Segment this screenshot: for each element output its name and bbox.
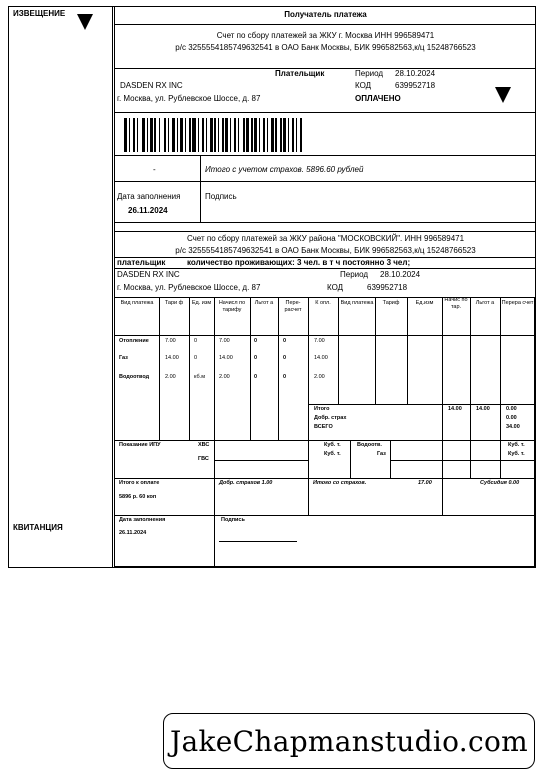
bank-line-2: р/с 3255554185749632541 в ОАО Банк Москвы, БИК 996582563,к/ц 15248766523 [175,43,476,52]
table-fill-date-value: 26.11.2024 [119,530,147,536]
grid-line [390,440,391,478]
totals-label: Добр. страх [314,415,347,421]
row-tariff: 2.00 [165,374,176,380]
divider [114,222,536,223]
gvs-label: ГВС [198,456,209,462]
payer-name: DASDEN RX INC [120,81,183,90]
total-with-insurance-label: Итого со страхов. [313,480,367,486]
header-cell: Тари ф [164,300,184,306]
triangle-marker-top [77,14,93,30]
row-recalc: 0 [283,374,287,380]
paid-stamp: ОПЛАЧЕНО [355,94,401,103]
divider [114,112,536,113]
grid-line [390,460,535,461]
watermark-logo: JakeChapmanstudio.com [163,713,535,769]
triangle-marker-right [495,87,511,103]
divider [114,231,536,232]
header-cell: Вид платежа [340,300,374,306]
total-pay-value: 5896 р. 60 коп [119,494,157,500]
grid-line [470,297,471,479]
header-cell: Ед. изм [191,300,212,306]
bottom-code-label: КОД [327,283,344,292]
divider [114,68,536,69]
barcode-bar [300,118,302,152]
kub-label: Куб. т. [508,451,525,457]
row-charged: 14.00 [219,355,233,361]
bottom-bank-line-1: Счет по сбору платежей за ЖКУ района "МОСКОВСКИЙ". ИНН 996589471 [186,234,465,243]
divider [200,155,201,222]
grid-line [114,440,535,441]
grid-line [308,404,535,405]
header-cell: Начисл по тарифу [218,300,246,313]
divider [114,24,536,25]
bottom-period-label: Период [340,270,369,279]
water-out-label: Водоотв. [357,442,382,448]
totals-label: Итого [314,406,330,412]
row-unit: 0 [194,338,198,344]
grid-line [442,297,443,440]
kub-label: Куб. т. [324,442,341,448]
grid-line [250,297,251,440]
fill-date-label: Дата заполнения [117,192,181,201]
row-pay: 2.00 [314,374,325,380]
totals-charged: 14.00 [448,406,462,412]
grid-line [214,460,308,461]
totals-recalc: 34.00 [506,424,520,430]
table-fill-date-label: Дата заполнения [119,517,166,523]
bottom-bank-line-2: р/с 3255554185749632541 в ОАО Банк Москвы, БИК 996582563,к/ц 15248766523 [175,246,476,255]
total-pay-label: Итого к оплате [119,480,160,486]
left-column-divider [112,6,113,568]
row-recalc: 0 [283,338,287,344]
grid-line [114,478,535,479]
row-pay: 14.00 [314,355,328,361]
grid-line [214,478,215,567]
grid-line [500,297,501,479]
header-cell: Вид платежа [120,300,154,306]
grid-line [375,297,376,404]
header-cell: Ед.изм [415,300,434,306]
total-with-insurance: Итого с учетом страхов. 5896.60 рублей [205,165,364,174]
divider [114,181,536,182]
row-name: Отопление [119,338,149,344]
grid-line [278,297,279,440]
row-name: Водоотвод [119,374,150,380]
code-value: 639952718 [395,81,436,90]
table-signature-label: Подпись [221,517,245,523]
grid-line [189,297,190,440]
header-cell: Начис по тар. [444,297,468,310]
grid-line [114,515,535,516]
bottom-payer-address: г. Москва, ул. Рублевское Шоссе, д. 87 [117,283,261,292]
row-benefit: 0 [254,355,258,361]
bottom-payer-name: DASDEN RX INC [117,270,180,279]
row-name: Газ [119,355,128,361]
grid-line [114,335,535,336]
header-cell: К опл. [315,300,331,306]
divider [114,268,536,269]
row-unit: кб.м [194,374,205,380]
totals-benefit: 14.00 [476,406,490,412]
bottom-payer-label: плательщик [117,258,166,267]
bottom-code-value: 639952718 [367,283,408,292]
row-charged: 7.00 [219,338,230,344]
divider [114,155,536,156]
period-label: Период [355,69,384,78]
grid-line [350,440,351,478]
barcode [124,118,302,152]
subsidy: Субсидия 0.00 [480,480,520,486]
bottom-period-value: 28.10.2024 [380,270,421,279]
receipt-label: КВИТАНЦИЯ [13,523,63,532]
totals-recalc: 0.00 [506,415,517,421]
grid-line [214,297,215,440]
payer-label: Плательщик [275,69,325,78]
header-cell: Льгот а [254,300,274,306]
grid-line [338,297,339,404]
period-value: 28.10.2024 [395,69,436,78]
grid-line [407,297,408,404]
code-label: КОД [355,81,372,90]
row-benefit: 0 [254,374,258,380]
total-with-insurance-value: 17.00 [418,480,432,486]
bank-line-1: Счет по сбору платежей за ЖКУ г. Москва ИНН 996589471 [216,31,435,40]
voluntary-insurance: Добр. страхов 1.00 [219,480,273,486]
kub-label: Куб. т. [508,442,525,448]
row-benefit: 0 [254,338,258,344]
totals-label: ВСЕГО [314,424,333,430]
header-cell: Тариф [382,300,400,306]
grid-line [308,297,309,515]
totals-recalc: 0.00 [506,406,517,412]
grid-line [442,478,443,515]
dash-cell: - [153,165,156,174]
row-pay: 7.00 [314,338,325,344]
signature-line [219,541,297,542]
recipient-title: Получатель платежа [284,10,367,19]
header-cell: Пере-расчет [284,300,302,313]
grid-line [442,440,443,478]
grid-line [214,440,215,478]
gas-label: Газ [377,451,386,457]
row-recalc: 0 [283,355,287,361]
fill-date-value: 26.11.2024 [128,206,168,215]
notice-label: ИЗВЕЩЕНИЕ [13,9,66,18]
residents-count: количество проживающих: 3 чел. в т ч постоянно 3 чел; [187,258,411,267]
grid-line [159,297,160,440]
header-cell: Льгот а [475,300,495,306]
row-charged: 2.00 [219,374,230,380]
row-tariff: 7.00 [165,338,176,344]
kub-label: Куб. т. [324,451,341,457]
row-tariff: 14.00 [165,355,179,361]
signature-label: Подпись [205,192,237,201]
payer-address: г. Москва, ул. Рублевское Шоссе, д. 87 [117,94,261,103]
hvs-label: ХВС [198,442,210,448]
header-cell: Перера счет [501,300,534,306]
meter-label: Показание ИПУ [119,442,161,448]
row-unit: 0 [194,355,198,361]
